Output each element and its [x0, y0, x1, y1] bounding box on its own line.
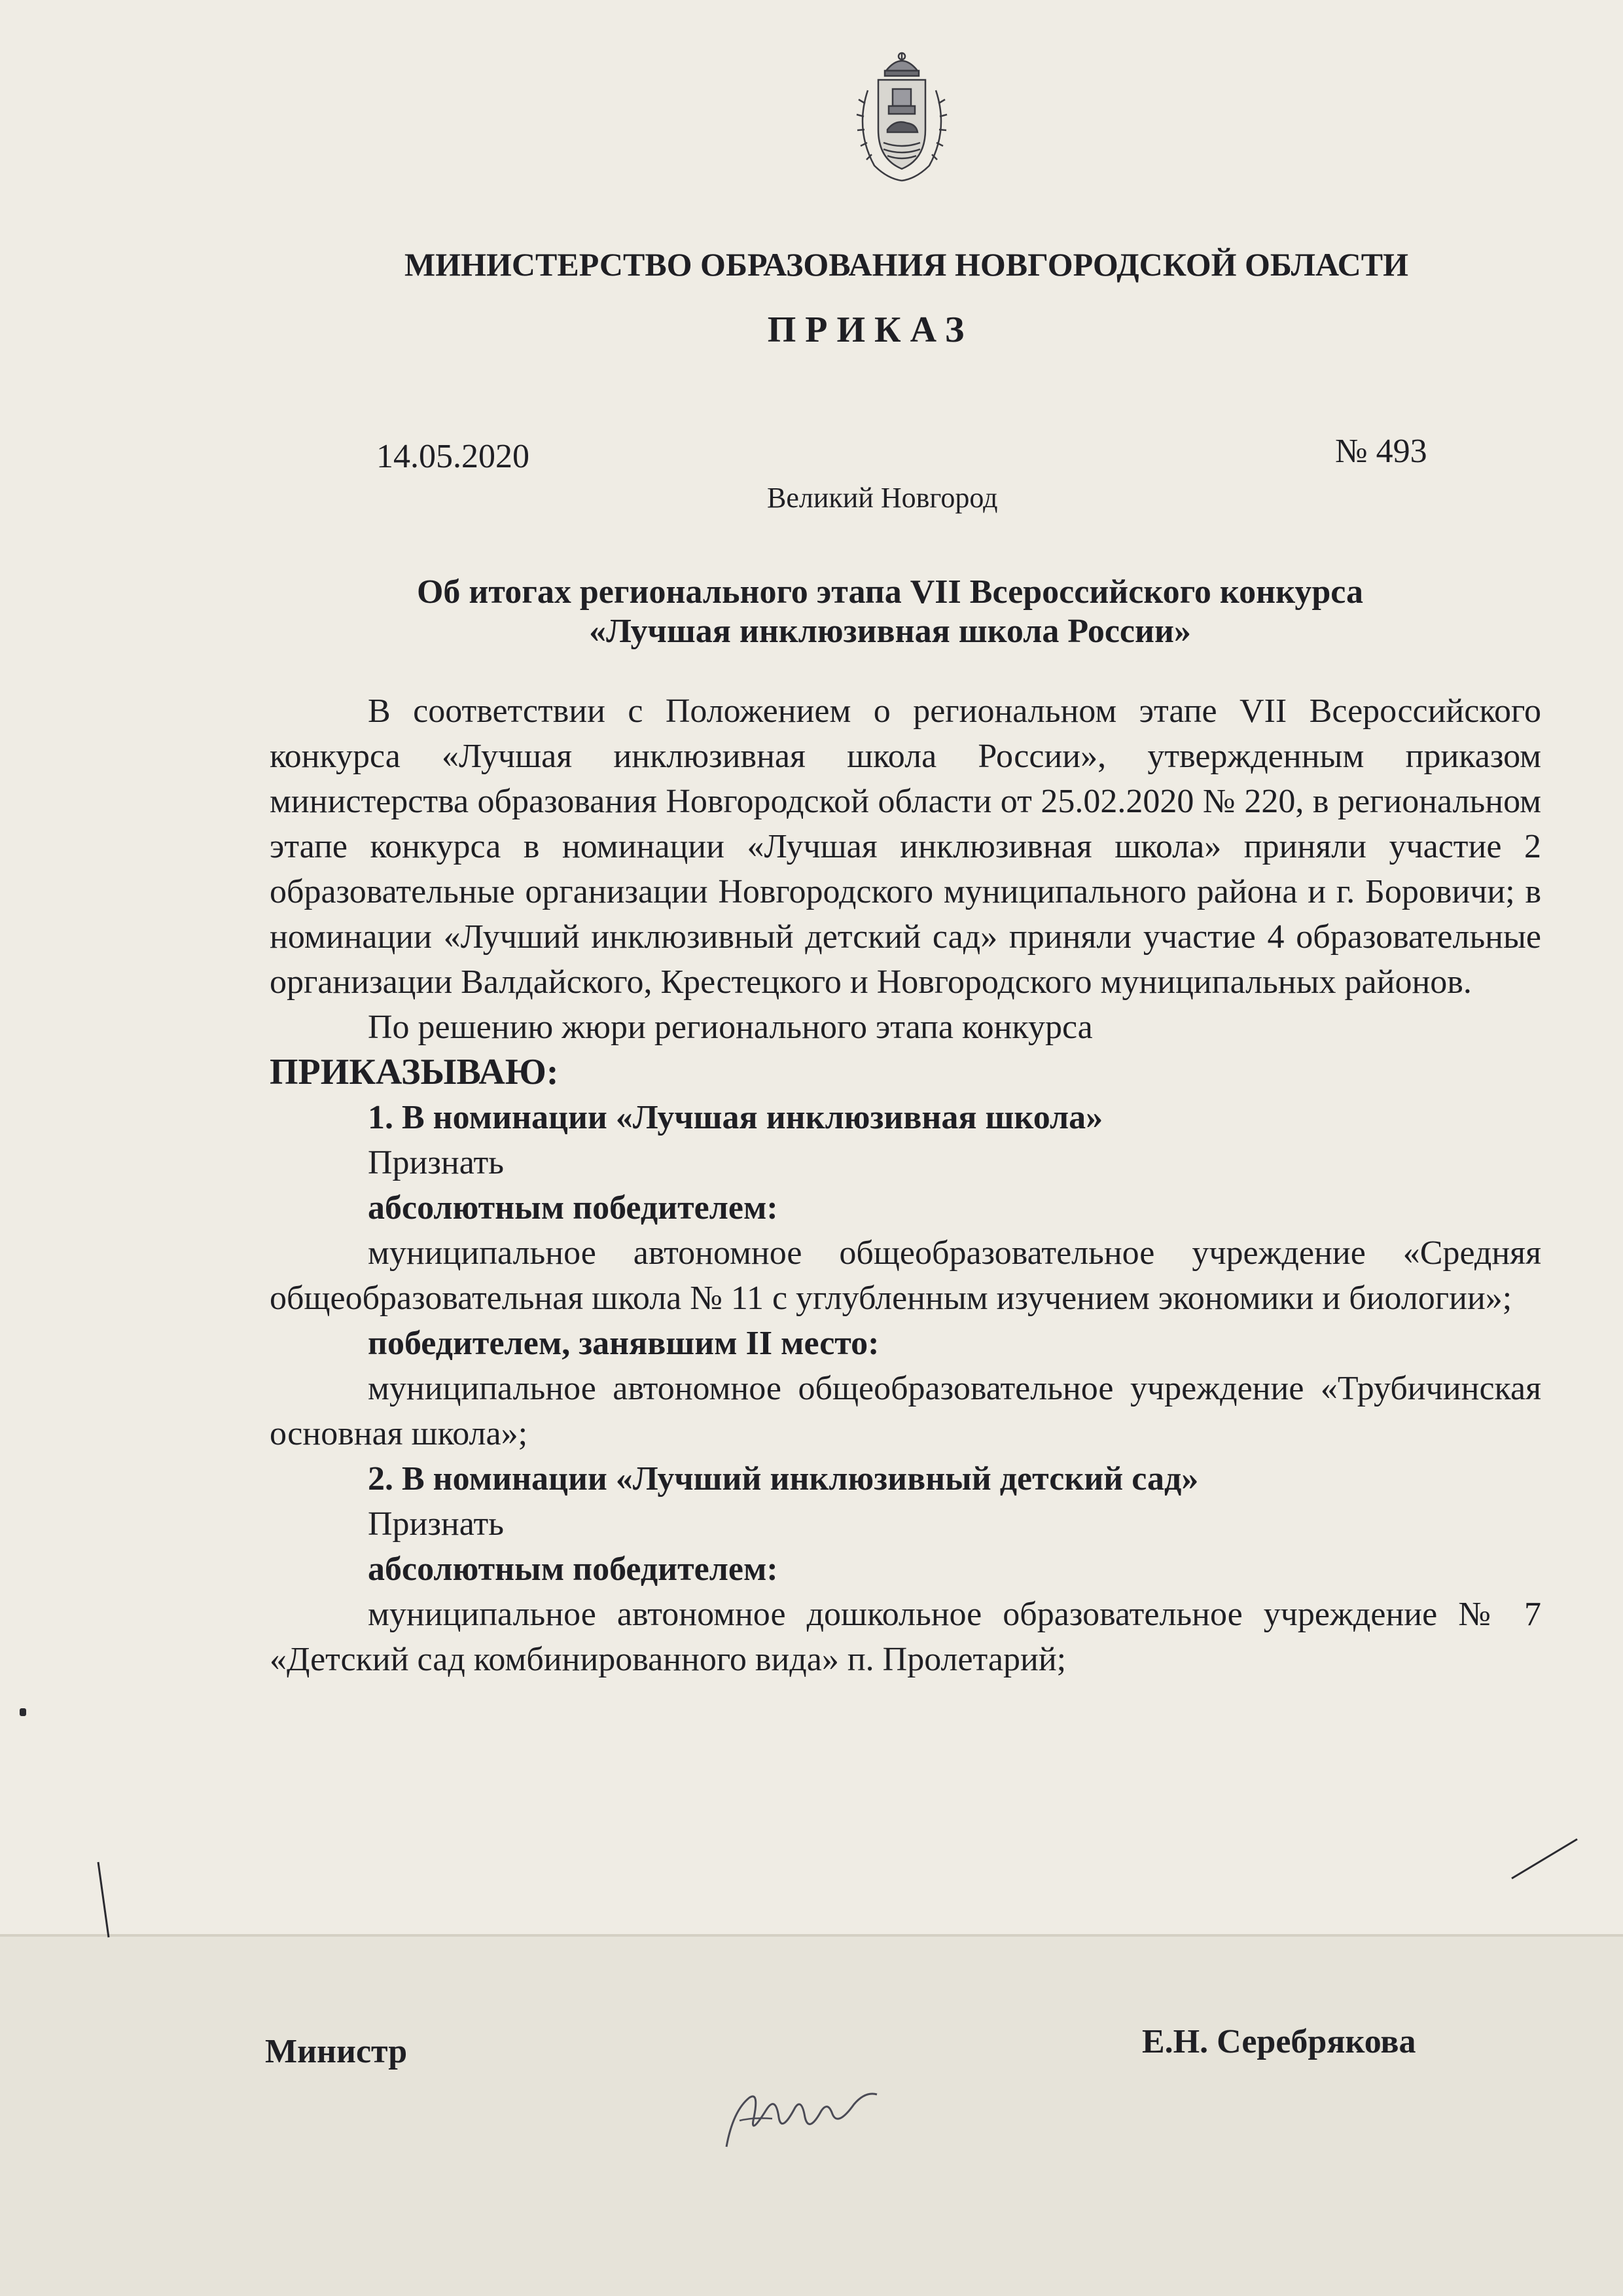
- section-1-second-place-label: победителем, занявшим II место:: [368, 1325, 880, 1362]
- document-body: [270, 689, 1541, 1682]
- section-1-absolute-winner-label: абсолютным победителем:: [368, 1189, 778, 1227]
- coat-of-arms-icon: [848, 51, 955, 187]
- ministry-name: МИНИСТЕРСТВО ОБРАЗОВАНИЯ НОВГОРОДСКОЙ ОБЛАСТИ: [404, 246, 1408, 283]
- section-1-recognize: Признать: [368, 1144, 504, 1181]
- signatory-name: Е.Н. Серебрякова: [1142, 2023, 1416, 2060]
- orders-heading: ПРИКАЗЫВАЮ:: [270, 1052, 559, 1092]
- subject-line-2: «Лучшая инклюзивная школа России»: [589, 613, 1191, 650]
- section-2-heading: 2. В номинации «Лучший инклюзивный детский сад»: [368, 1460, 1199, 1498]
- document-subject: [262, 573, 1518, 651]
- document-city: Великий Новгород: [767, 482, 998, 514]
- scan-dot-mark: [20, 1708, 26, 1716]
- signatory-title: Министр: [265, 2033, 408, 2070]
- scan-pen-mark: [92, 1859, 118, 1944]
- section-1-absolute-winner: муниципальное автономное общеобразовательное учреждение «Средняя общеобразовательная школа № 11 с углубленным изучением экономики и биологии»;: [270, 1234, 1541, 1317]
- document-number: № 493: [1335, 433, 1427, 470]
- scan-pen-mark: [1505, 1833, 1584, 1885]
- section-2-absolute-winner-label: абсолютным победителем:: [368, 1551, 778, 1588]
- preamble-paragraph: В соответствии с Положением о региональном этапе VII Всероссийского конкурса «Лучшая инклюзивная школа России», утвержденным приказом министерства образования Новгородской области от 25.02.2020 № 220, в региональном этапе конкурса в номинации «Лучшая инклюзивная школа» приняли участие 2 образовательные организации Новгородского муниципального района и г. Боровичи; в номинации «Лучший инклюзивный детский сад» приняли участие 4 образовательные организации Валдайского, Крестецкого и Новгородского муниципальных районов.: [270, 692, 1541, 1001]
- section-2-recognize: Признать: [368, 1505, 504, 1543]
- section-1-heading: 1. В номинации «Лучшая инклюзивная школа»: [368, 1099, 1103, 1136]
- subject-line-1: Об итогах регионального этапа VII Всероссийского конкурса: [416, 573, 1364, 611]
- section-2-absolute-winner: муниципальное автономное дошкольное образовательное учреждение № 7 «Детский сад комбинированного вида» п. Пролетарий;: [270, 1596, 1541, 1678]
- section-1-second-place: муниципальное автономное общеобразовательное учреждение «Трубичинская основная школа»;: [270, 1370, 1541, 1452]
- document-date: 14.05.2020: [376, 438, 529, 475]
- decision-line: По решению жюри регионального этапа конкурса: [368, 1009, 1093, 1046]
- document-type: ПРИКАЗ: [767, 310, 974, 350]
- handwritten-signature-icon: [713, 2072, 883, 2157]
